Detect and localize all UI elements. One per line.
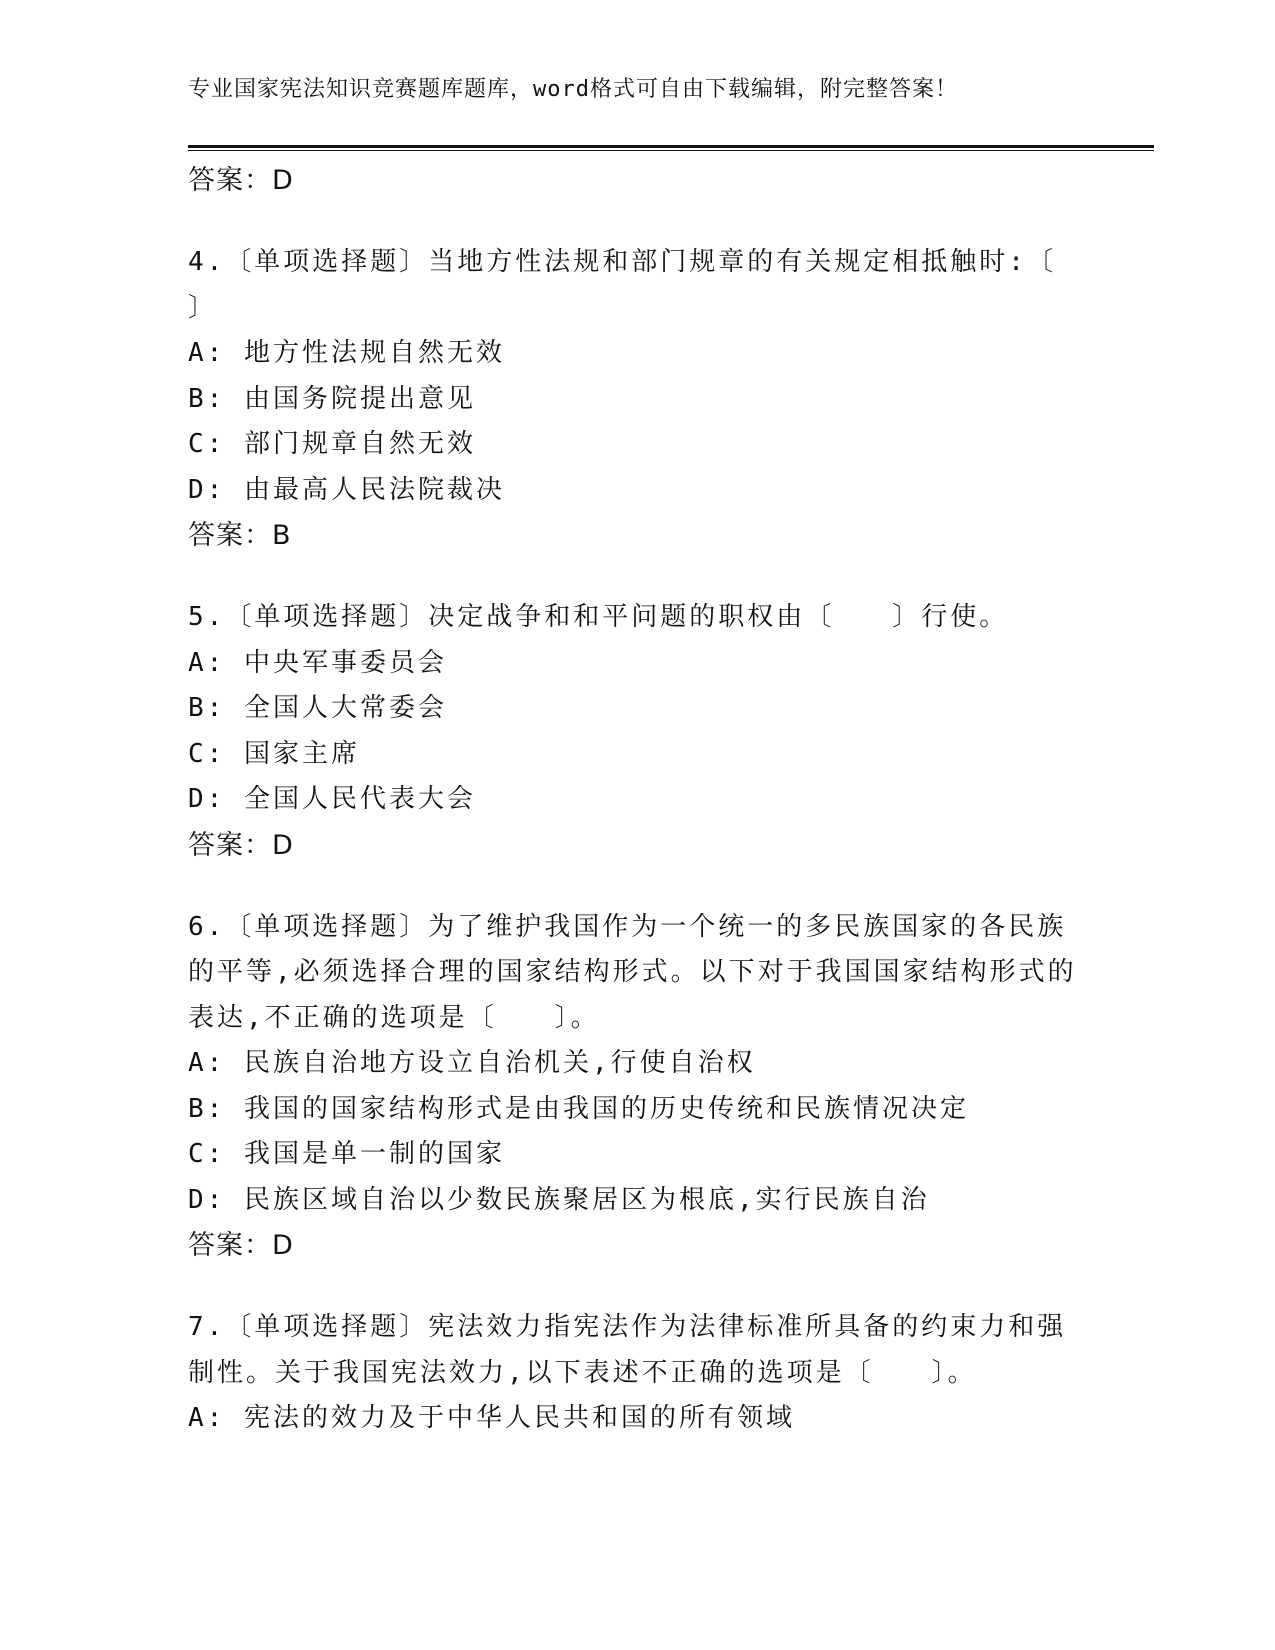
option-b: B: 由国务院提出意见 [188,383,476,414]
spacer [188,204,1088,240]
question-stem: 7.〔单项选择题〕宪法效力指宪法作为法律标准所具备的约束力和强制性。关于我国宪法效力,以下表述不正确的选项是〔 〕。 [188,1312,1067,1388]
spacer [188,1269,1088,1305]
question-4 [188,240,1088,559]
option-a: A: 地方性法规自然无效 [188,338,505,368]
option-a: A: 宪法的效力及于中华人民共和国的所有领域 [188,1403,795,1433]
question-stem: 6.〔单项选择题〕为了维护我国作为一个统一的多民族国家的各民族的平等,必须选择合理的国家结构形式。以下对于我国国家结构形式的表达,不正确的选项是〔 〕。 [188,911,1077,1033]
question-7 [188,1305,1088,1442]
option-b: B: 全国人大常委会 [188,693,447,723]
answer-line: 答案：D [188,829,294,861]
option-c: C: 部门规章自然无效 [188,429,476,459]
answer-line: 答案：D [188,165,294,196]
question-6 [188,905,1088,1270]
option-b: B: 我国的国家结构形式是由我国的历史传统和民族情况决定 [188,1093,969,1124]
answer-line: 答案：D [188,1230,294,1261]
option-d: D: 民族区域自治以少数民族聚居区为根底,实行民族自治 [188,1184,930,1215]
header-divider-thick [188,145,1154,148]
question-stem: 4.〔单项选择题〕当地方性法规和部门规章的有关规定相抵触时:〔 〕 [188,247,1056,323]
spacer [188,559,1088,595]
spacer [188,869,1088,905]
option-a: A: 民族自治地方设立自治机关,行使自治权 [188,1048,756,1078]
option-c: C: 国家主席 [188,738,360,769]
header-divider-thin [188,150,1154,151]
question-list [188,158,1088,1442]
option-d: D: 全国人民代表大会 [188,784,476,814]
page-header: 专业国家宪法知识竞赛题库题库，word格式可自由下载编辑，附完整答案！ [188,77,958,102]
option-d: D: 由最高人民法院裁决 [188,474,505,505]
question-5 [188,595,1088,869]
question-stem: 5.〔单项选择题〕决定战争和和平问题的职权由〔 〕行使。 [188,602,1009,632]
option-a: A: 中央军事委员会 [188,647,447,678]
option-c: C: 我国是单一制的国家 [188,1139,505,1169]
answer-line: 答案：B [188,520,292,551]
